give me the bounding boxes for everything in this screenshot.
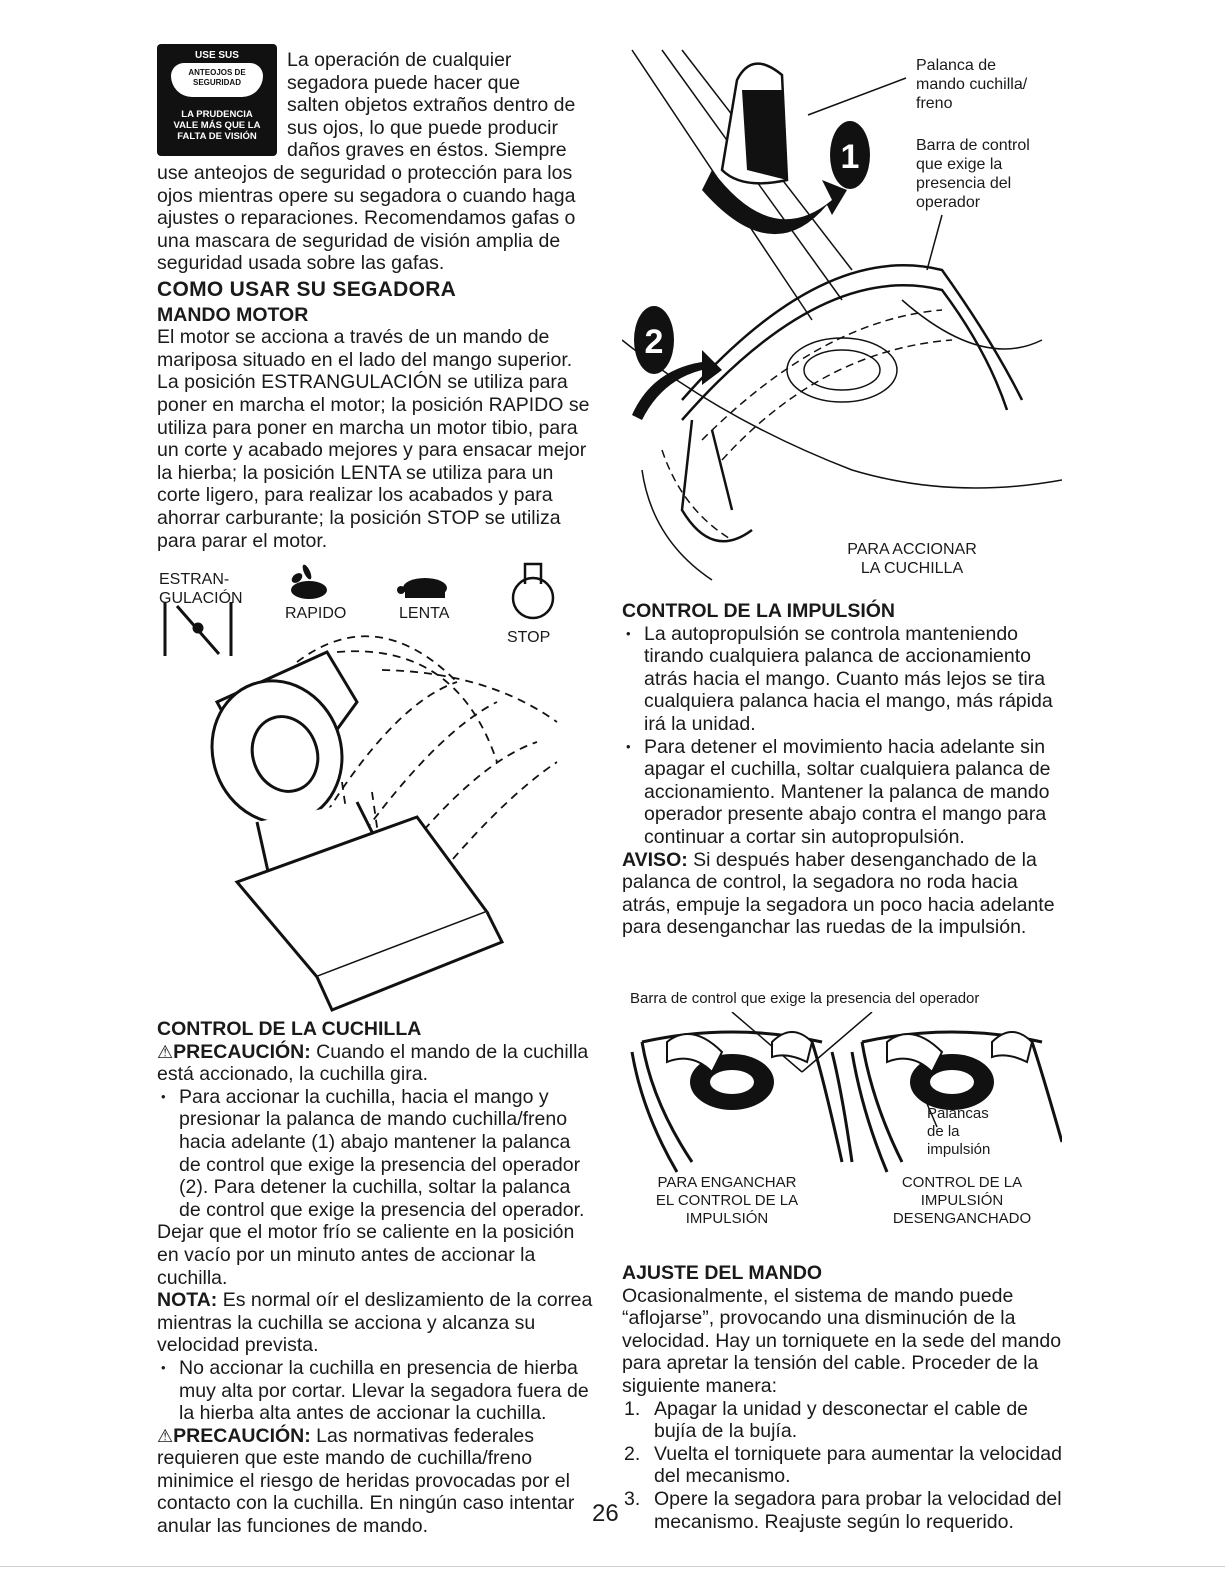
goggles-icon: ANTEOJOS DE SEGURIDAD — [171, 63, 263, 97]
svg-text:2: 2 — [644, 323, 664, 361]
list-item: • La autopropulsión se controla manteniendo tirando cualquiera palanca de accionamiento atrás hacia el mango. Cuanto más lejos se tira cualquiera palanca hacia el mango, más rápida irá la unidad. — [622, 623, 1062, 736]
badge-line6: FALTA DE VISIÓN — [177, 131, 257, 142]
aviso-text: Si después haber desenganchado de la palanca de control, la segadora no roda hacia atrás, empuje la segadora un poco hacia adelante para desenganchar las ruedas de la impulsión. — [622, 848, 1055, 939]
levers-label: Palancas de la impulsión — [927, 1105, 991, 1158]
label-slow: LENTA — [399, 605, 450, 622]
label-fast: RAPIDO — [285, 605, 347, 622]
list-item: • Para accionar la cuchilla, hacia el mango y presionar la palanca de mando cuchilla/freno hacia adelante (1) abajo mantener la palanca de control que exige la presencia del operador (2). Para detener la cuchilla, soltar la palanca de control que exige la presencia del operador. — [157, 1086, 597, 1222]
caution-text: Cuando el mando de la cuchilla está accionado, la cuchilla gira. — [157, 1040, 589, 1086]
rabbit-icon — [290, 563, 327, 599]
stop-icon — [513, 564, 553, 618]
blade-control-heading: CONTROL DE LA CUCHILLA — [157, 1018, 422, 1040]
handle-adjust-steps — [622, 1398, 1062, 1534]
label-stop: STOP — [507, 629, 551, 646]
drive-caption-left: PARA ENGANCHAR EL CONTROL DE LA IMPULSIÓN — [655, 1174, 799, 1227]
right-column-mid — [622, 600, 1062, 939]
svg-text:1: 1 — [840, 138, 860, 176]
handle-adjust-heading: AJUSTE DEL MANDO — [622, 1262, 823, 1284]
list-item: 3. Opere la segadora para probar la velocidad del mecanismo. Reajuste según lo requerido. — [624, 1487, 1062, 1533]
subheading-motor: MANDO MOTOR — [157, 303, 309, 326]
left-column-top — [157, 162, 597, 552]
drive-list — [622, 623, 1062, 849]
handle-adjust-intro: Ocasionalmente, el sistema de mando puede “aflojarse”, provocando una disminución de la velocidad. Hay un torniquete en la sede del mando para apretar la tensión del cable. Proceder de la siguiente manera: — [622, 1284, 1062, 1397]
caution-label: PRECAUCIÓN: — [173, 1040, 311, 1063]
safety-glasses-badge — [157, 44, 277, 156]
left-column-bottom — [157, 1018, 597, 1538]
blade-engage-caption: PARA ACCIONAR LA CUCHILLA — [847, 541, 977, 577]
bar-label: Barra de control que exige la presencia del operador — [916, 137, 1030, 211]
caution2-label: PRECAUCIÓN: — [173, 1424, 311, 1447]
aviso-label: AVISO: — [622, 848, 688, 871]
choke-icon — [165, 602, 231, 656]
badge-line5: VALE MÁS QUE LA — [173, 120, 261, 131]
list-item: 1. Apagar la unidad y desconectar el cable de bujía de la bujía. — [624, 1397, 1029, 1443]
warmup-paragraph: Dejar que el motor frío se caliente en la posición en vacío por un minuto antes de accionar la cuchilla. — [157, 1221, 575, 1289]
intro-indented: La operación de cualquier segadora puede hacer que salten objetos extraños dentro de sus ojos, lo que puede producir daños graves en éstos. Siempre — [287, 49, 576, 162]
nota-text: Es normal oír el deslizamiento de la correa mientras la cuchilla se acciona y alcanza su velocidad prevista. — [157, 1289, 593, 1357]
blade-engage-illustration — [622, 40, 1062, 590]
drive-figure — [622, 990, 1062, 1240]
nota-label: NOTA: — [157, 1289, 218, 1312]
drive-control-heading: CONTROL DE LA IMPULSIÓN — [622, 600, 895, 622]
warning-icon: ⚠ — [157, 1041, 174, 1062]
lever-label: Palanca de mando cuchilla/ freno — [916, 57, 1028, 112]
section-heading: COMO USAR SU SEGADORA — [157, 277, 457, 301]
intro-paragraph: use anteojos de seguridad o protección para los ojos mientras opere su segadora o cuando haga ajustes o reparaciones. Recomendamos gafas o una mascara de seguridad de visión amplia de seguridad usada sobre las gafas. — [157, 162, 576, 275]
throttle-figure — [157, 562, 597, 1012]
throttle-illustration — [157, 562, 597, 1012]
drive-figure-top-label: Barra de control que exige la presencia del operador — [630, 990, 980, 1007]
badge-top: USE SUS — [195, 50, 239, 61]
blade-list-1 — [157, 1086, 597, 1222]
list-item: • Para detener el movimiento hacia adelante sin apagar el cuchilla, soltar cualquiera palanca de accionamiento. Mantener la palanca de mando operador presente abajo contra el mango para continuar a cortar sin autopropulsión. — [622, 736, 1062, 849]
list-item: • No accionar la cuchilla en presencia de hierba muy alta por cortar. Llevar la segadora fuera de la hierba alta antes de accionar la cuchilla. — [157, 1357, 597, 1425]
bottom-rule — [0, 1566, 1225, 1567]
warning-icon: ⚠ — [157, 1425, 174, 1446]
blade-engage-figure — [622, 40, 1062, 590]
motor-paragraph: El motor se acciona a través de un mando de mariposa situado en el lado del mango superior. La posición ESTRANGULACIÓN se utiliza para poner en marcha el motor; la posición RAPIDO se utiliza para poner en marcha un motor tibio, para un corte y acabado mejores y para ensacar mejor la hierba; la posición LENTA se utiliza para un corte ligero, para realizar los acabados y para ahorrar carburante; la posición STOP se utiliza para parar el motor. — [157, 326, 590, 552]
caution2-text: Las normativas federales requieren que este mando de cuchilla/freno minimice el riesgo de heridas provocadas por el contacto con la cuchilla. En ningún caso intentar anular las funciones de mando. — [157, 1424, 575, 1538]
blade-list-2 — [157, 1357, 597, 1425]
badge-line4: LA PRUDENCIA — [181, 109, 253, 120]
page-number: 26 — [592, 1500, 619, 1527]
right-column-bottom — [622, 1262, 1062, 1533]
turtle-icon — [397, 578, 447, 598]
label-choke: ESTRAN- GULACIÓN — [159, 571, 243, 607]
list-item: 2. Vuelta el torniquete para aumentar la velocidad del mecanismo. — [624, 1442, 1062, 1488]
drive-caption-right: CONTROL DE LA IMPULSIÓN DESENGANCHADO — [892, 1174, 1032, 1227]
